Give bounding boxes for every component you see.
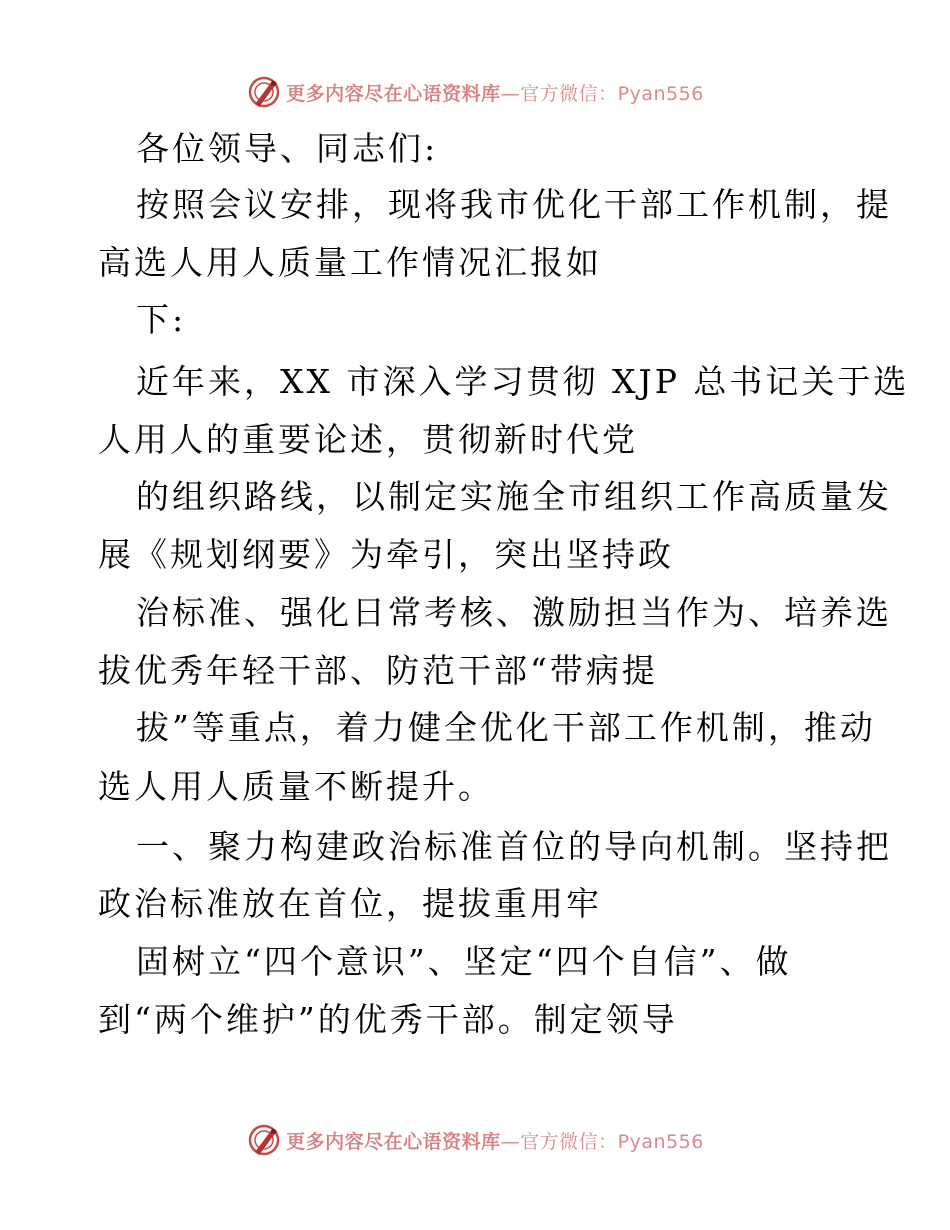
text-line: 按照会议安排，现将我市优化干部工作机制，提 [136, 185, 892, 224]
text-line: 政治标准放在首位，提拔重用牢 [98, 884, 602, 923]
text-line: 的组织路线，以制定实施全市组织工作高质量发 [136, 477, 892, 516]
text-line: 各位领导、同志们: [136, 129, 439, 168]
header-watermark [0, 70, 950, 114]
text-line: 高选人用人质量工作情况汇报如 [98, 243, 602, 282]
text-line: 固树立“四个意识”、坚定“四个自信”、做 [136, 942, 792, 981]
text-line: 到“两个维护”的优秀干部。制定领导 [98, 1000, 678, 1039]
text-line: 人用人的重要论述，贯彻新时代党 [98, 420, 638, 459]
text-line: 近年来，XX 市深入学习贯彻 XJP 总书记关于选 [136, 362, 910, 401]
pen-logo-icon [246, 1122, 282, 1158]
text-line: 一、聚力构建政治标准首位的导向机制。坚持把 [136, 827, 892, 866]
watermark-text: 更多内容尽在心语资料库—官方微信：Pyan556 [286, 82, 704, 105]
pen-logo-icon [246, 74, 282, 110]
text-line: 选人用人质量不断提升。 [98, 767, 494, 806]
text-line: 拔优秀年轻干部、防范干部“带病提 [98, 651, 658, 690]
text-line: 治标准、强化日常考核、激励担当作为、培养选 [136, 593, 892, 632]
text-line: 展《规划纲要》为牵引，突出坚持政 [98, 535, 674, 574]
footer-watermark [0, 1118, 950, 1162]
text-line: 拔”等重点，着力健全优化干部工作机制，推动 [136, 708, 876, 747]
text-line: 下: [136, 300, 187, 339]
watermark-text: 更多内容尽在心语资料库—官方微信：Pyan556 [286, 1130, 704, 1153]
